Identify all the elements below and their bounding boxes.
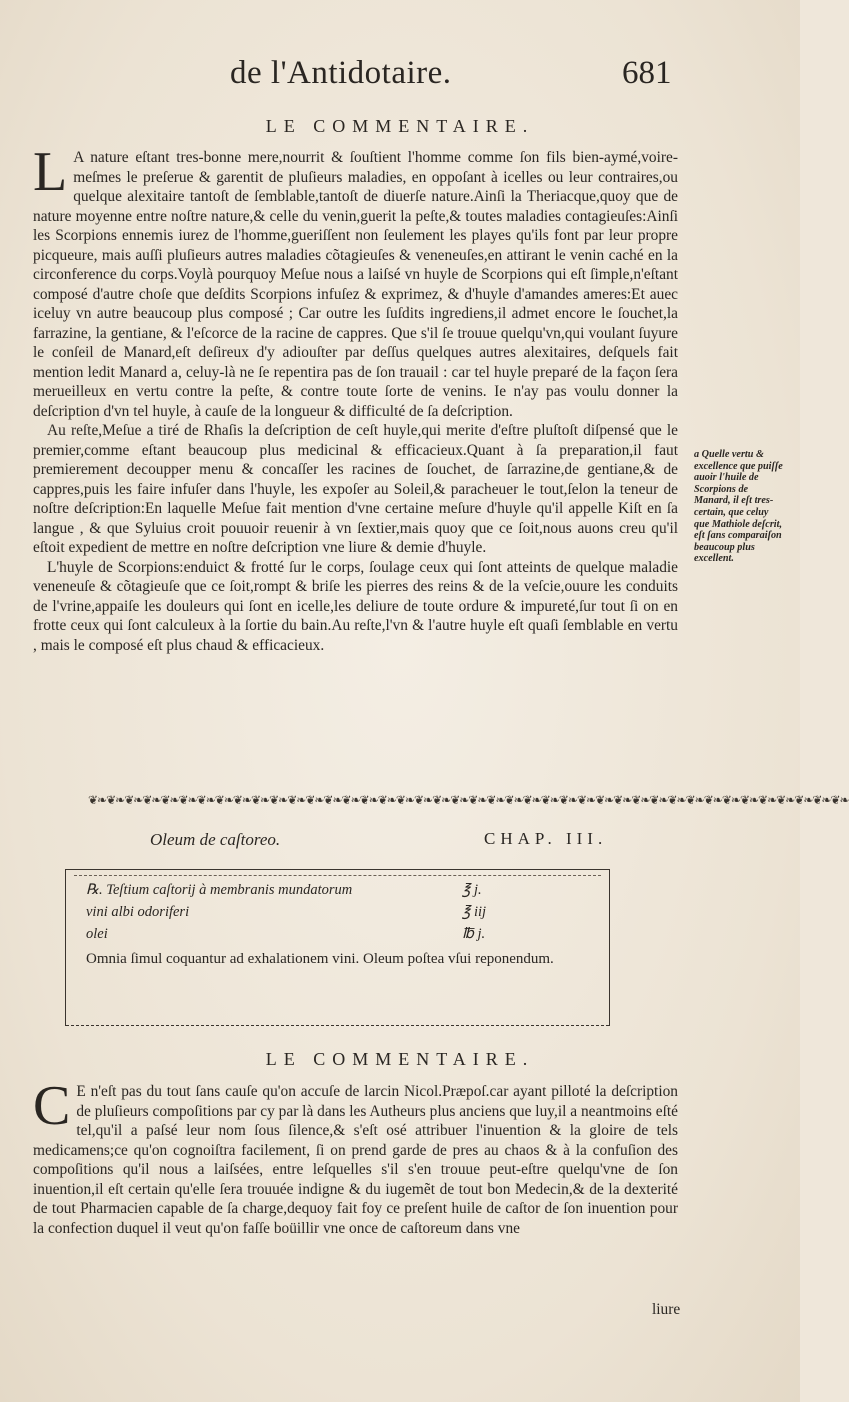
commentary-heading: LE COMMENTAIRE. <box>265 116 535 136</box>
box-rule <box>66 869 609 870</box>
commentary-body <box>33 141 678 655</box>
commentary-body <box>33 1075 678 1238</box>
page-number: 681 <box>622 55 672 91</box>
drop-capital: C <box>33 1075 71 1137</box>
running-title: de l'Antidotaire. <box>230 55 452 91</box>
chapter-number: CHAP. III. <box>484 829 608 848</box>
paragraph-text: A nature eſtant tres-bonne mere,nourrit & ſouſtient l'homme comme ſon fils bien-aymé,voire-meſmes le preſerue & garentit de pluſieurs maladies, en oppoſant à icelles ou leur contraires,ou quelque alexitaire tantoſt de ſemblable,tantoſt de diuerſe nature.Ainſi la Theriacque,quoy que de nature moyenne entre noſtre nature,& celle du venin,guerit la peſte,& toutes maladies contagieuſes:Ainſi les Scorpions ennemis iurez de l'homme,gueriſſent non ſeulement les playes qu'ils font par leur propre picqueure, mais auſſi pluſieurs autres maladies cõtagieuſes & veneneuſes,en attirant le venin caché en la circonference du corps.Voylà pourquoy Meſue nous a laiſsé vn huyle de Scorpions qui eſt ſimple,n'eſtant composé d'autre choſe que deſdits Scorpions infuſez & exprimez, & d'huyle d'amandes ameres:Et auec iceluy vn autre beaucoup plus composé ; Car outre les ſuſdits ingrediens,il admet encore le ſouchet,la farrazine, la gentiane, & l'eſcorce de la racine de cappres. Que s'il ſe trouue quelqu'vn,qui voulant ſuyure le conſeil de Manard,eſt deſireux d'y adiouſter par deſſus quelques autres alexitaires, deſquels fait mention ledit Manard a, celuy-là ne ſe repentira pas de ſon trauail : car tel huyle preparé de la façon ſera merueilleux en vertu contre la peſte, & contre toute ſorte de venins. Ie n'ay pas voulu donner la deſcription d'vn tel huyle, à cauſe de la longueur & difficulté de ſa deſcription. <box>33 149 678 420</box>
ingredient-name: olei <box>86 926 108 942</box>
paragraph <box>33 1075 678 1238</box>
ingredient-quantity: ℔ j. <box>462 926 486 942</box>
ornamental-divider: ❦❧❦❧❦❧❦❧❦❧❦❧❦❧❦❧❦❧❦❧❦❧❦❧❦❧❦❧❦❧❦❧❦❧❦❧❦❧❦❧❦❧❦❧❦❧❦❧❦❧❦❧❦❧❦❧❦❧❦❧❦❧❦❧❦❧❦❧❦❧❦❧❦❧❦❧❦❧❦❧❦❧❦❧ <box>88 793 849 807</box>
running-head <box>0 55 800 105</box>
ingredient-name: vini albi odoriferi <box>86 904 190 920</box>
paragraph: L'huyle de Scorpions:enduict & frotté ſur le corps, ſoulage ceux qui ſont atteints de quelque maladie veneneuſe & cõtagieuſe que ce ſoit,rompt & briſe les pierres des reins & de la veſcie,ouure les conduits de l'vrine,appaiſe les douleurs qui ſont en icelle,les deliure de toute ordure & impureté,ſur tout ſi on en frotte ceux qui ſont calculeux à la ſortie du bain.Au reſte,l'vn & l'autre huyle eſt quaſi ſemblable en vertu , mais le composé eſt plus chaud & efficacieux. <box>33 558 678 654</box>
ingredient-name: ℞. Teſtium caſtorij à membranis mundatorum <box>86 882 353 898</box>
paragraph-text: E n'eſt pas du tout ſans cauſe qu'on accuſe de larcin Nicol.Præpoſ.car ayant pilloté la deſcription de pluſieurs compoſitions par cy par là dans les Autheurs plus anciens que luy,il a neantmoins eſté tel,qu'il a paſsé leur nom ſous ſilence,& s'eſt osé attribuer l'inuention & la gloire de tels medicamens;ce qu'on cognoiſtra facilement, ſi on prend garde de pres au chaos & à la confuſion des compoſitions qu'il nous a laiſsées, entre leſquelles s'il s'en trouue peut-eſtre quelqu'vne de ſon inuention,il eſt certain qu'elle ſera trouuée indigne & du iugemẽt de tout bon Medecin,& de la dexterité de tout Pharmacien capable de ſa charge,dequoy fait foy ce preſent huile de caſtor de ſon inuention pour la confection duquel il veut qu'on faſſe boüillir vne once de caſtoreum dans vne <box>33 1083 678 1237</box>
recipe-instructions: Omnia ſimul coquantur ad exhalationem vini. Oleum poſtea vſui reponendum. <box>86 951 554 967</box>
paragraph: Au reſte,Meſue a tiré de Rhaſis la deſcription de ceſt huyle,qui merite d'eſtre pluſtoſt diſpensé que le premier,comme eſtant beaucoup plus medicinal & efficacieux.Quant à ſa preparation,il faut premierement decoupper menu & concaſſer les racines de ſouchet, de ſarrazine,de gentiane,& de cappres,puis les faire infuſer dans l'huyle, les expoſer au Soleil,& paracheuer le tout,ſelon la teneur de noſtre deſcription:En laquelle Meſue fait mention d'vne certaine meſure d'huyle qu'il appelle Kiſt en ſa langue , & que Syluius croit pouuoir reuenir à vn ſextier,mais quoy que ce ſoit,nous auons creu qu'il eſtoit expedient de mettre en noſtre deſcription vne liure & demie d'huyle. <box>33 422 678 556</box>
box-rule <box>66 1025 609 1026</box>
marginal-note: a Quelle vertu & excellence que puiſſe auoir l'huile de Scorpions de Manard, il eſt tres-certain, que celuy que Mathiole deſcrit, eſt ſans comparaiſon beaucoup plus excellent. <box>694 449 783 565</box>
chapter-title: Oleum de caſtoreo. <box>150 830 281 849</box>
paragraph <box>33 141 678 421</box>
catchword: liure <box>652 1301 681 1318</box>
ingredient-quantity: ℥ iij <box>462 904 487 920</box>
box-rule <box>74 875 601 876</box>
ingredient-quantity: ℥ j. <box>462 882 482 898</box>
drop-capital: L <box>33 141 68 203</box>
chapter-heading <box>0 830 800 860</box>
commentary-heading: LE COMMENTAIRE. <box>265 1049 535 1069</box>
recipe-box <box>65 869 610 1026</box>
